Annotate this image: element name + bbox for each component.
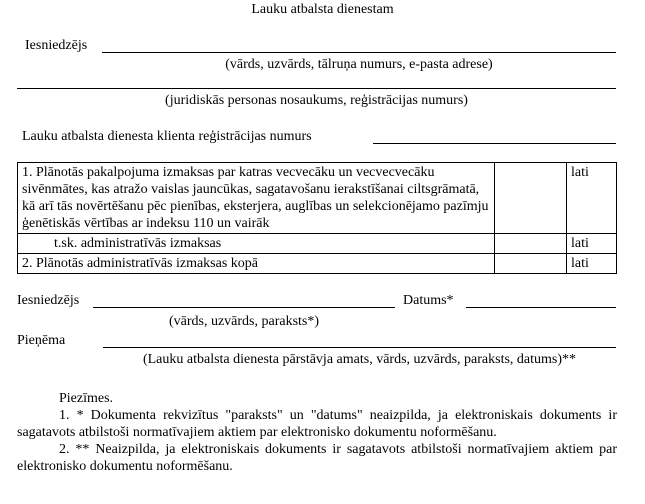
applicant-label: Iesniedzējs — [25, 38, 88, 53]
row-description: t.sk. administratīvās izmaksas — [18, 234, 495, 254]
notes — [17, 390, 617, 475]
table-row — [18, 254, 617, 274]
date-field[interactable] — [466, 307, 616, 308]
row-value-field[interactable] — [495, 234, 567, 254]
table-row — [18, 234, 617, 254]
applicant-person-hint: (vārds, uzvārds, tālruņa numurs, e-pasta adrese) — [225, 57, 493, 72]
applicant-person-field[interactable] — [102, 52, 616, 53]
row-description: 1. Plānotās pakalpojuma izmaksas par katras vecvecāku un vecvecvecāku sivēnmātes, kas atražo vaislas jauncūkas, sagatavošanu ierakstīšanai ciltsgrāmatā, kā arī tās novērtēšanu pēc pienības, eksterjera, auglības un selekcionējamo pazīmju ģenētiskās vērtības ar indeksu 110 un vairāk — [18, 163, 495, 234]
notes-title: Piezīmes. — [59, 391, 114, 406]
costs-table — [17, 162, 617, 274]
signature-hint: (vārds, uzvārds, paraksts*) — [168, 314, 320, 329]
accepted-label: Pieņēma — [17, 333, 66, 348]
applicant-legal-hint: (juridiskās personas nosaukums, reģistrācijas numurs) — [165, 93, 468, 108]
signature-label: Iesniedzējs — [17, 293, 80, 308]
row-value-field[interactable] — [495, 163, 567, 234]
date-label: Datums* — [403, 293, 454, 308]
row-description: 2. Plānotās administratīvās izmaksas kopā — [18, 254, 495, 274]
row-unit: lati — [567, 163, 617, 234]
row-value-field[interactable] — [495, 254, 567, 274]
note-item: 1. * Dokumenta rekvizītus "paraksts" un "datums" neaizpilda, ja elektroniskais dokuments ir sagatavots atbilstoši normatīvajiem aktiem par elektronisko dokumentu noformēšanu. — [17, 408, 617, 440]
applicant-legal-field[interactable] — [17, 88, 616, 89]
table-row — [18, 163, 617, 234]
client-reg-field[interactable] — [373, 143, 616, 144]
accepted-field[interactable] — [103, 347, 616, 348]
addressee: Lauku atbalsta dienestam — [251, 2, 394, 17]
signature-field[interactable] — [93, 307, 395, 308]
client-reg-label: Lauku atbalsta dienesta klienta reģistrācijas numurs — [22, 129, 312, 144]
row-unit: lati — [567, 234, 617, 254]
note-item: 2. ** Neaizpilda, ja elektroniskais dokuments ir sagatavots atbilstoši normatīvajiem aktiem par elektronisko dokumentu noformēšanu. — [17, 442, 617, 474]
row-unit: lati — [567, 254, 617, 274]
accepted-hint: (Lauku atbalsta dienesta pārstāvja amats, vārds, uzvārds, paraksts, datums)** — [142, 352, 577, 367]
